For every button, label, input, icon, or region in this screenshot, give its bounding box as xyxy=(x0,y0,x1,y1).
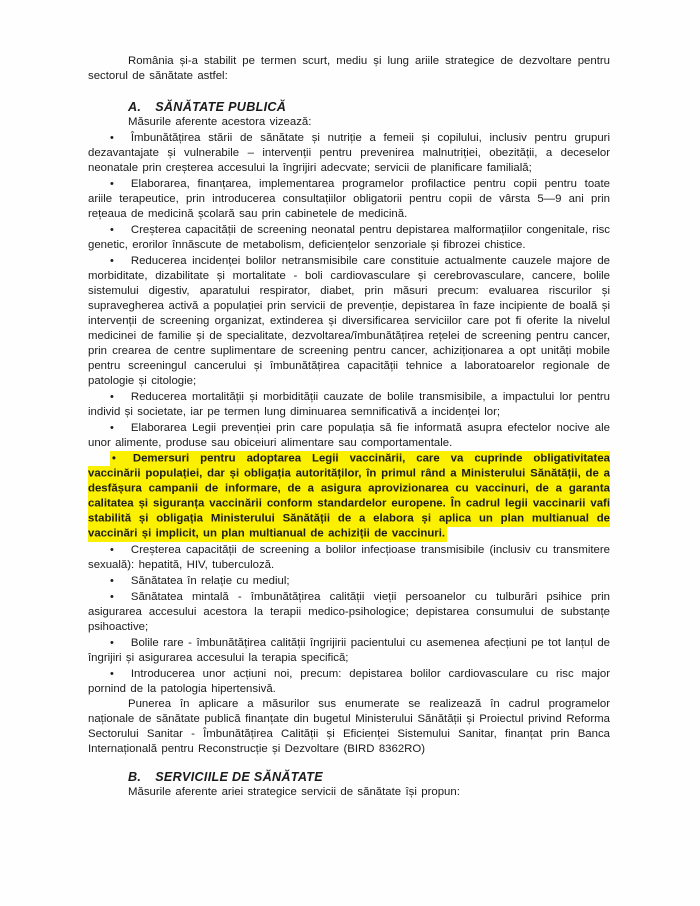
section-b-lead: Măsurile aferente ariei strategice servicii de sănătate își propun: xyxy=(128,786,460,798)
section-b-heading xyxy=(88,770,610,785)
bullet-text: Reducerea mortalității și morbidității cauzate de bolile transmisibile, a impactului lor pentru individ și societate, iar pe termen lung diminuarea semnificativă a incidenței lor; xyxy=(88,391,610,418)
bullet-item xyxy=(88,590,610,635)
bullet-text: Elaborarea Legii prevenției prin care populația să fie informată asupra efectelor nocive ale unor alimente, produse sau obiceiuri alimentare sau comportamentale. xyxy=(88,422,610,449)
bullet-icon: • xyxy=(110,391,114,403)
bullet-icon: • xyxy=(110,575,114,587)
closing-paragraph: Punerea în aplicare a măsurilor sus enumerate se realizează în cadrul programelor naționale de sănătate publică finanțate din bugetul Ministerului Sănătății și Proiectul privind Reforma Sectorului Sanitar - Îmbunătățirea Calității și Eficienței Sistemului Sanitar, finanțat prin Banca Internațională pentru Reconstrucție și Dezvoltare (BIRD 8362RO) xyxy=(88,698,610,755)
highlighted-bullet-item xyxy=(88,452,610,542)
bullet-text: Reducerea incidenței bolilor netransmisibile care constituie actualmente cauzele majore de morbiditate, dizabilitate și mortalitate - boli cardiovasculare și cerebrovasculare, cancere, bolile sistemului digestiv, aparatului respirator, diabet, prin măsuri precum: evaluarea riscurilor și supravegherea activă a populației prin servicii de prevenție, depistarea în faze incipiente de boală și intervenții de screening organizat, extinderea și diversificarea serviciilor care pot fi oferite la nivelul medicinei de familie și de specialitate, dezvoltarea/îmbunătățirea rețelei de screening pentru cancer, prin crearea de centre suplimentare de screening pentru cancer, achiziționarea a opt unități mobile pentru screeningul cancerului și îmbunătățirea capacității tehnice a laboratoarelor regionale de patologie și citologie; xyxy=(88,255,610,387)
bullet-icon: • xyxy=(110,422,114,434)
bullet-item xyxy=(88,543,610,573)
section-a-heading xyxy=(88,100,610,115)
bullet-text: Bolile rare - îmbunătățirea calității îngrijirii pacientului cu asemenea afecțiuni pe tot lanțul de îngrijiri și asigurarea accesului la terapia specifică; xyxy=(88,637,610,664)
bullet-icon: • xyxy=(110,544,114,556)
highlighted-bullet-text: Demersuri pentru adoptarea Legii vaccinării, care va cuprinde obligativitatea vaccinării populației, dar și obligația autorităților, în primul rând a Ministerului Sănătății, de a desfășura campanii de informare, de a asigura aprovizionarea cu vaccinuri, de a garanta calitatea și siguranța vaccinării conform standardelor europene. În cadrul legii vaccinarii vafi stabilită și obligația Ministerului Sănătății de a elabora și aplica un plan multianual de vaccinări și implicit, un plan multianual de achiziții de vaccinuri. xyxy=(88,453,610,540)
section-a-lead: Măsurile aferente acestora vizează: xyxy=(128,116,312,128)
vertical-spacer xyxy=(88,757,610,770)
bullet-icon: • xyxy=(110,224,114,236)
bullet-item xyxy=(88,223,610,253)
bullet-item xyxy=(88,574,610,589)
bullet-item xyxy=(88,667,610,697)
bullet-item xyxy=(88,131,610,176)
intro-paragraph: România și-a stabilit pe termen scurt, mediu și lung ariile strategice de dezvoltare pentru sectorul de sănătate astfel: xyxy=(88,55,610,82)
section-a-title: SĂNĂTATE PUBLICĂ xyxy=(155,100,287,114)
bullet-text: Elaborarea, finanțarea, implementarea programelor profilactice pentru copii pentru toate ariile terapeutice, prin introducerea consultațiilor obligatorii pentru copii de vârsta 5—9 ani prin rețeaua de medicină școlară sau prin cabinetele de medicină. xyxy=(88,178,610,220)
bullet-text: Îmbunătățirea stării de sănătate și nutriție a femeii și copilului, inclusiv pentru grupuri dezavantajate și vulnerabile – intervenții pentru prevenirea malnutriției, obezității, a deceselor neonatale prin creșterea accesului la îngrijiri adecvate; servicii de planificare familială; xyxy=(88,132,610,174)
bullet-item xyxy=(88,390,610,420)
vertical-spacer xyxy=(88,84,610,100)
bullet-icon: • xyxy=(110,637,114,649)
bullet-text: Introducerea unor acțiuni noi, precum: depistarea bolilor cardiovasculare cu risc major pornind de la patologia hipertensivă. xyxy=(88,668,610,695)
section-b-title: SERVICIILE DE SĂNĂTATE xyxy=(155,770,323,784)
bullet-text: Creșterea capacității de screening neonatal pentru depistarea malformațiilor congenitale, risc genetic, erorilor înnăscute de metabolism, deficiențelor senzoriale și fibrozei chistice. xyxy=(88,224,610,251)
section-b-label: B. xyxy=(128,770,142,784)
bullet-icon: • xyxy=(112,453,116,465)
bullet-icon: • xyxy=(110,132,114,144)
bullet-item xyxy=(88,421,610,451)
bullet-icon: • xyxy=(110,178,114,190)
bullet-icon: • xyxy=(110,668,114,680)
bullet-icon: • xyxy=(110,591,114,603)
section-a-label: A. xyxy=(128,100,142,114)
bullet-item xyxy=(88,177,610,222)
bullet-text: Sănătatea în relație cu mediul; xyxy=(130,575,290,587)
bullet-text: Creșterea capacității de screening a bolilor infecțioase transmisibile (inclusiv cu transmitere sexuală): hepatită, HIV, tuberculoză. xyxy=(88,544,610,571)
bullet-icon: • xyxy=(110,255,114,267)
bullet-text: Sănătatea mintală - îmbunătățirea calității vieții persoanelor cu tulburări psihice prin asigurarea accesului acestora la terapii medico-psihologice; depistarea consumului de substanțe psihoactive; xyxy=(88,591,610,633)
bullet-item xyxy=(88,254,610,389)
bullet-item xyxy=(88,636,610,666)
